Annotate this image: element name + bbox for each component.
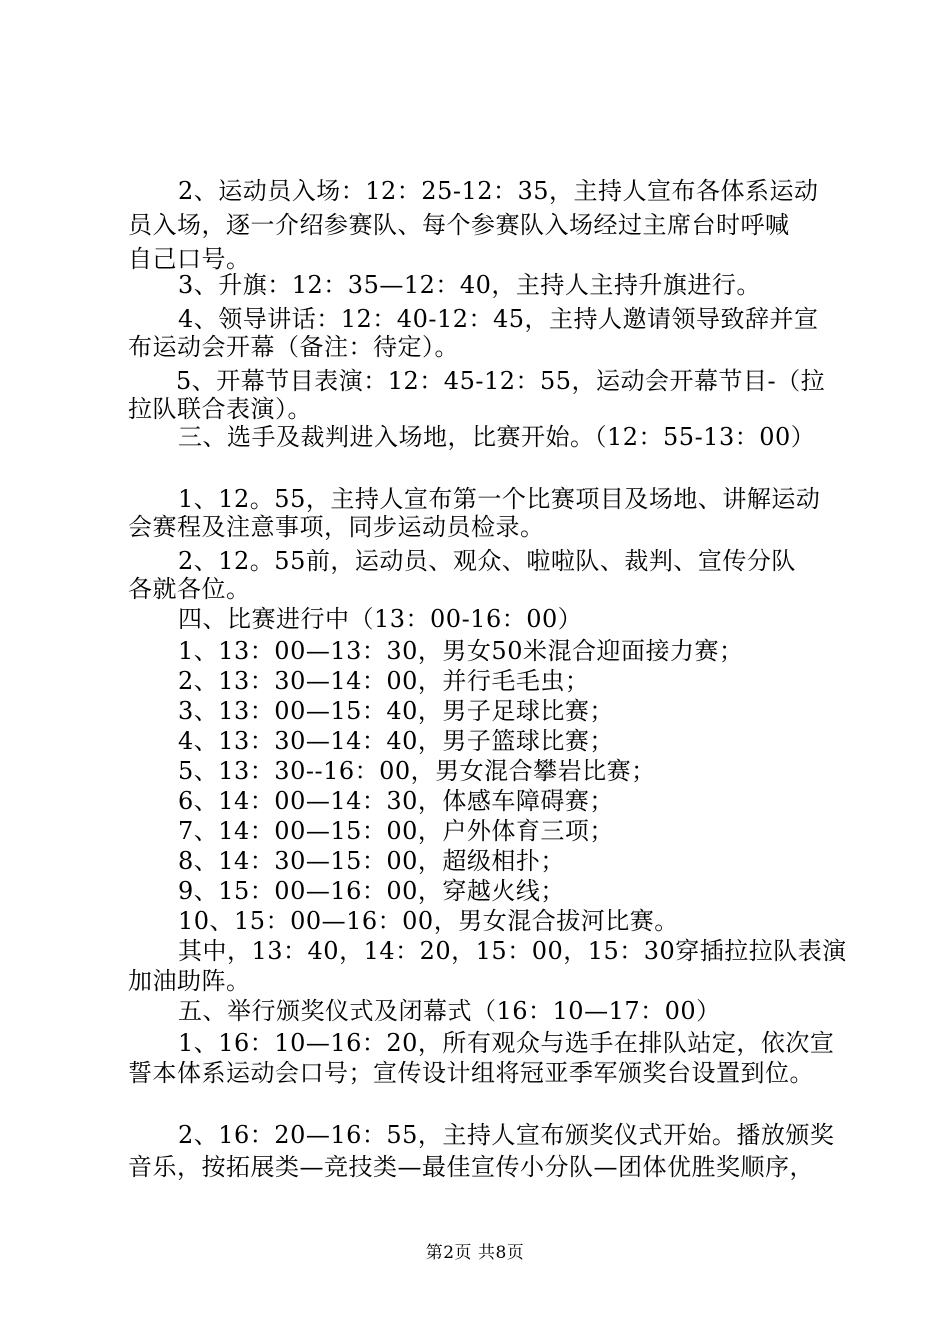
- section-heading-5: 五、举行颁奖仪式及闭幕式（16：10—17：00）: [178, 997, 721, 1025]
- text-line: 布运动会开幕（备注：待定）。: [128, 333, 459, 361]
- text-line: 1、16：10—16：20，所有观众与选手在排队站定，依次宣: [178, 1029, 835, 1057]
- text-line: 2、运动员入场：12：25-12：35，主持人宣布各体系运动: [178, 177, 819, 205]
- text-line: 2、12。55前，运动员、观众、啦啦队、裁判、宣传分队: [178, 547, 796, 575]
- section-heading-4: 四、比赛进行中（13：00-16：00）: [178, 605, 583, 633]
- text-line: 拉队联合表演）。: [128, 395, 312, 423]
- text-line: 3、升旗：12：35—12：40，主持人主持升旗进行。: [178, 271, 761, 299]
- schedule-item: 8、14：30—15：00，超级相扑；: [178, 847, 565, 875]
- text-line: 会赛程及注意事项，同步运动员检录。: [128, 513, 545, 541]
- text-line: 各就各位。: [128, 575, 251, 603]
- schedule-item: 9、15：00—16：00，穿越火线；: [178, 877, 565, 905]
- section-heading-3: 三、选手及裁判进入场地，比赛开始。（12：55-13：00）: [178, 423, 816, 451]
- schedule-item: 5、13：30--16：00，男女混合攀岩比赛；: [178, 757, 656, 785]
- schedule-item: 7、14：00—15：00，户外体育三项；: [178, 817, 614, 845]
- text-line: 1、12。55，主持人宣布第一个比赛项目及场地、讲解运动: [178, 485, 821, 513]
- text-line: 音乐，按拓展类—竞技类—最佳宣传小分队—团体优胜奖顺序，: [128, 1153, 814, 1181]
- text-line: 2、16：20—16：55，主持人宣布颁奖仪式开始。播放颁奖: [178, 1121, 835, 1149]
- schedule-item: 1、13：00—13：30，男女50米混合迎面接力赛；: [178, 637, 744, 665]
- schedule-item: 6、14：00—14：30，体感车障碍赛；: [178, 787, 614, 815]
- text-line: 4、领导讲话：12：40-12：45，主持人邀请领导致辞并宣: [178, 305, 819, 333]
- text-line: 5、开幕节目表演：12：45-12：55，运动会开幕节目-（拉: [176, 367, 826, 395]
- schedule-item: 2、13：30—14：00，并行毛毛虫；: [178, 667, 590, 695]
- text-line: 其中，13：40，14：20，15：00，15：30穿插拉拉队表演: [178, 937, 847, 965]
- text-line: 员入场，逐一介绍参赛队、每个参赛队入场经过主席台时呼喊: [128, 211, 790, 239]
- schedule-item: 3、13：00—15：40，男子足球比赛；: [178, 697, 614, 725]
- schedule-item: 4、13：30—14：40，男子篮球比赛；: [178, 727, 614, 755]
- page-footer: 第2页 共8页: [425, 1243, 525, 1263]
- text-line: 自己口号。: [128, 245, 251, 273]
- schedule-item: 10、15：00—16：00，男女混合拔河比赛。: [178, 907, 679, 935]
- text-line: 誓本体系运动会口号；宣传设计组将冠亚季军颁奖台设置到位。: [128, 1059, 814, 1087]
- text-line: 加油助阵。: [128, 967, 251, 995]
